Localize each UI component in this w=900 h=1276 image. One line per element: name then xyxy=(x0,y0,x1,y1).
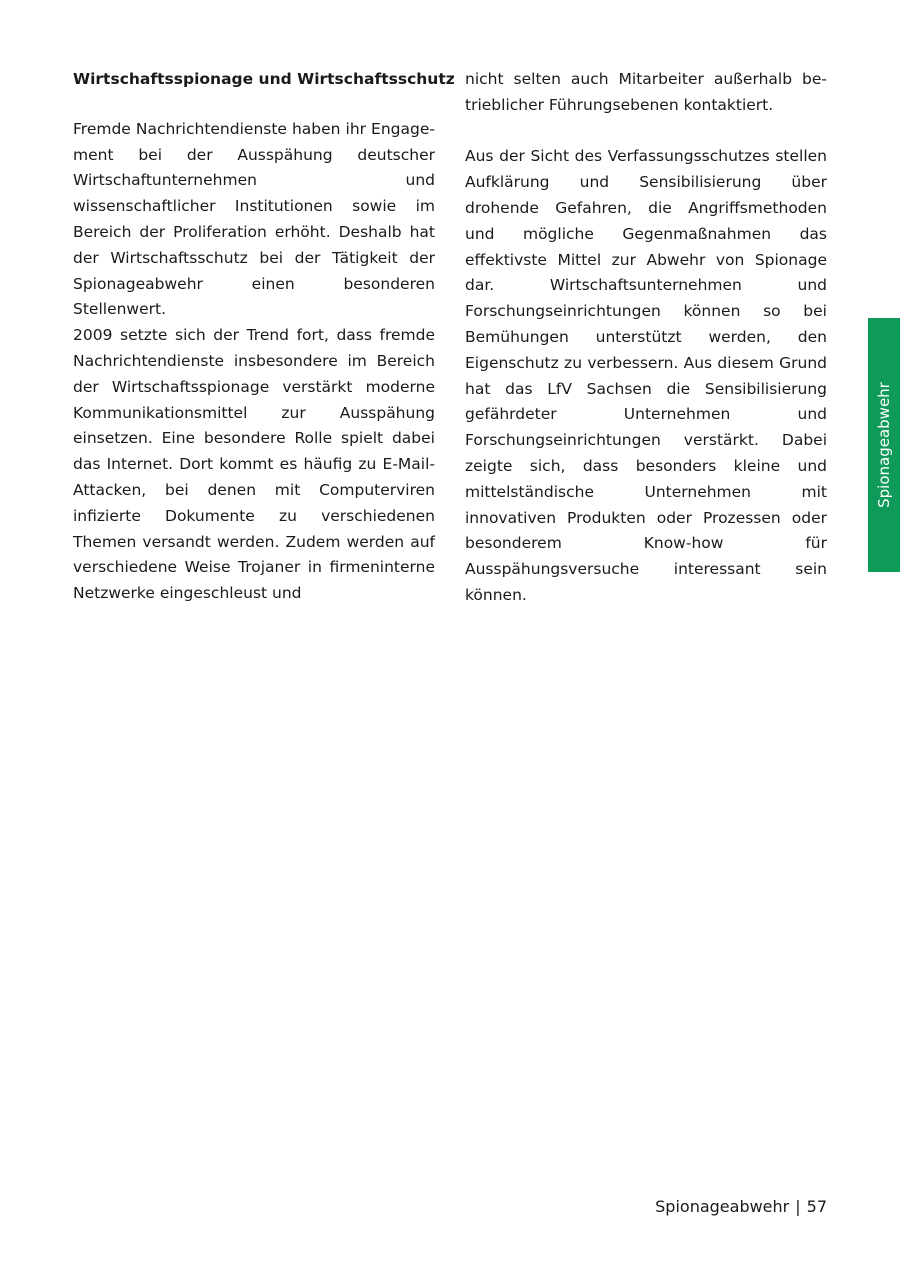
section-heading: Wirtschaftsspionage und Wirtschaftsschutz xyxy=(73,70,455,88)
paragraph: 2009 setzte sich der Trend fort, dass fremde Nachrichtendienste insbesondere im Bereich der Wirtschaftsspionage verstärkt moderne Kommunikationsmittel zur Ausspähung einsetzen. Eine besondere Rolle spielt dabei das Internet. Dort kommt es häufig zu E-Mail-Attacken, bei denen mit Computerviren infizierte Dokumente zu verschiedenen Themen versandt werden. Zudem werden auf verschiedene Weise Trojaner in firmeninterne Netzwerke eingeschleust und xyxy=(73,326,435,603)
footer-separator: | xyxy=(795,1197,801,1216)
chapter-tab-label: Spionageabwehr xyxy=(875,382,893,508)
paragraph: nicht selten auch Mitarbeiter außerhalb betrieblicher Führungsebenen kontaktiert. xyxy=(465,70,827,114)
paragraph: Fremde Nachrichtendienste haben ihr Engagement bei der Ausspähung deutscher Wirtschaftunternehmen und wissenschaftlicher Institutionen sowie im Bereich der Proliferation erhöht. Deshalb hat der Wirtschaftsschutz bei der Tätigkeit der Spionageabwehr einen besonderen Stellenwert. xyxy=(73,119,435,319)
right-column xyxy=(465,67,827,609)
chapter-side-tab xyxy=(868,318,900,572)
page-footer xyxy=(655,1197,827,1216)
paragraph: Aus der Sicht des Verfassungsschutzes stellen Aufklärung und Sensibilisierung über drohende Gefahren, die Angriffsmethoden und mögliche Gegenmaßnahmen das effektivste Mittel zur Abwehr von Spionage dar. Wirtschaftsunternehmen und Forschungseinrichtungen können so bei Bemühungen unterstützt werden, den Eigenschutz zu verbessern. Aus diesem Grund hat das LfV Sachsen die Sensibilisierung gefährdeter Unternehmen und Forschungseinrichtungen verstärkt. Dabei zeigte sich, dass besonders kleine und mittelständische Unternehmen mit innovativen Produkten oder Prozessen oder besonderem Know-how für Ausspähungsversuche interessant sein können. xyxy=(465,147,827,604)
left-column xyxy=(73,67,455,607)
footer-section-title: Spionageabwehr xyxy=(655,1197,790,1216)
page-number: 57 xyxy=(806,1197,827,1216)
